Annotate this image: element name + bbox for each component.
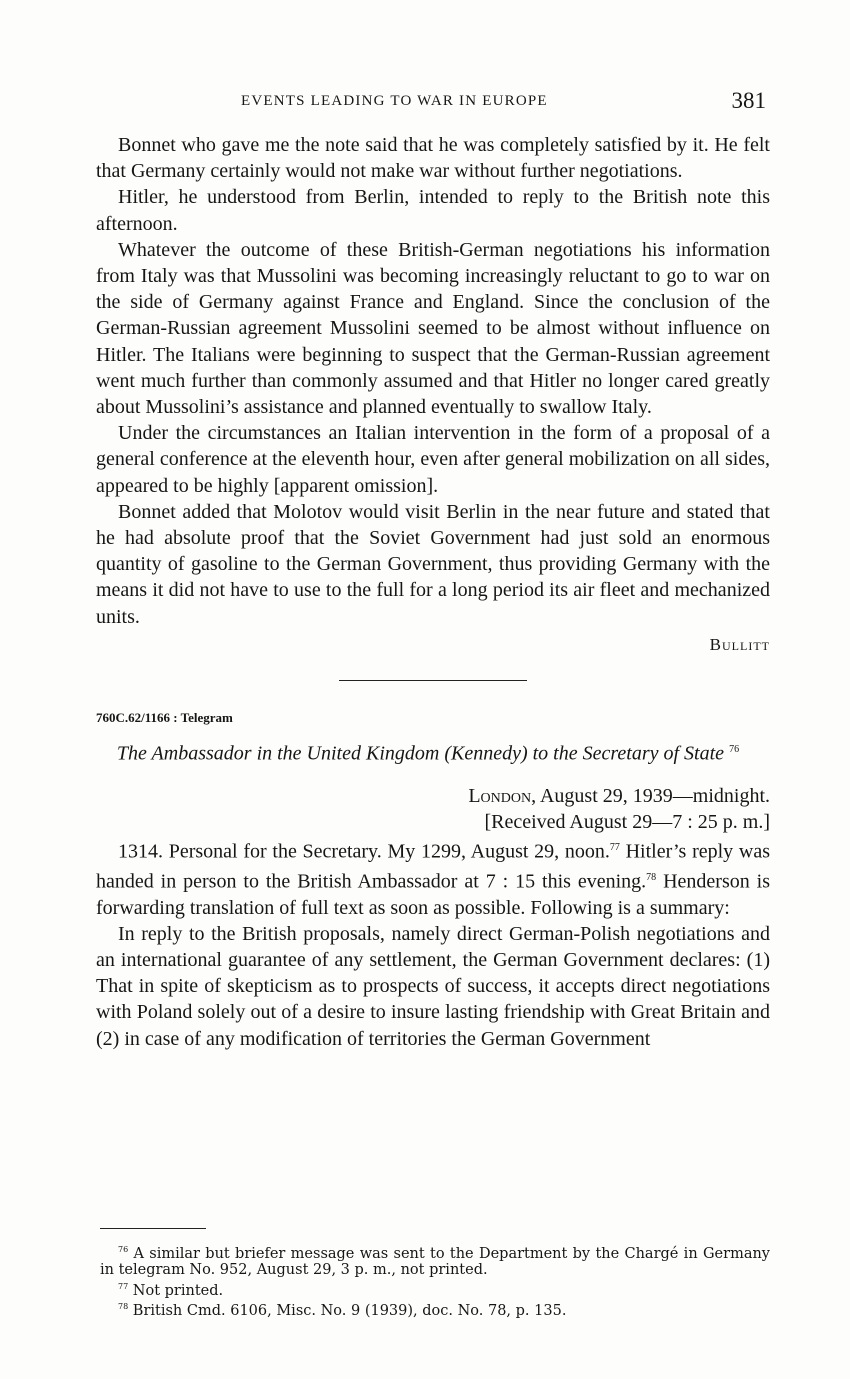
main-text [96,132,770,1052]
footnote-ref: 77 [609,841,620,853]
paragraph: Whatever the outcome of these British-German negotiations his information from Italy was that Mussolini was becoming increasingly reluctant to go to war on the side of Germany against France and England. Since the conclusion of the German-Russian agreement Mussolini seemed to be almost without influence on Hitler. The Italians were beginning to suspect that the German-Russian agreement went much further than commonly assumed and that Hitler no longer cared greatly about Mussolini’s assistance and planned eventually to swallow Italy. [96,238,770,419]
paragraph: Bonnet added that Molotov would visit Berlin in the near future and stated that he had absolute proof that the Soviet Government had just sold an enormous quantity of gasoline to the German Government, thus providing Germany with the means it did not have to use to the full for a long period its air fleet and mechanized units. [96,500,770,628]
document-page [96,0,770,1379]
page-number: 381 [731,88,766,113]
footnote-ref: 78 [646,871,657,883]
paragraph: Under the circumstances an Italian intervention in the form of a proposal of a general conference at the eleventh hour, even after general mobilization on all sides, appeared to be highly [apparent omission]. [96,422,770,497]
dateline [96,783,770,809]
footnote [100,1299,770,1319]
section-divider [339,680,527,681]
paragraph: Bonnet who gave me the note said that he was completely satisfied by it. He felt that Germany certainly would not make war without further negotiations. [96,134,770,183]
running-header [96,88,770,118]
footnote [100,1242,770,1279]
footnote-text: A similar but briefer message was sent to the Department by the Chargé in Germany in telegram No. 952, August 29, 3 p. m., not printed. [100,1245,770,1279]
footnote-text: Not printed. [128,1282,224,1299]
footnote-ref: 76 [729,744,740,756]
paragraph: Hitler, he understood from Berlin, intended to reply to the British note this afternoon. [96,186,770,235]
footnote-mark: 76 [118,1245,129,1254]
heading-text: The Ambassador in the United Kingdom (Kennedy) to the Secretary of State [116,742,725,765]
footnotes [100,1242,770,1319]
document-id: 760C.62/1166 : Telegram [96,710,233,726]
footnote-mark: 77 [118,1281,129,1291]
paragraph-text: Hitler’s reply was handed in person to the British Ambassador at 7 : 15 this evening. [96,840,770,893]
footnote-divider [100,1228,206,1229]
paragraph [96,835,770,921]
footnote-mark: 78 [118,1302,129,1312]
footnote [100,1279,770,1299]
paragraph: In reply to the British proposals, namely direct German-Polish negotiations and an international guarantee of any settlement, the German Government declares: (1) That in spite of skepticism as to prospects of success, it accepts direct negotiations with Poland solely out of a desire to insure lasting friendship with Great Britain and (2) in case of any modification of territories the German Government [96,922,770,1050]
footnote-text: British Cmd. 6106, Misc. No. 9 (1939), doc. No. 78, p. 135. [128,1302,567,1319]
running-title: EVENTS LEADING TO WAR IN EUROPE [241,93,548,109]
paragraph-text: 1314. Personal for the Secretary. My 1299, August 29, noon. [118,840,610,863]
document-heading [96,737,760,767]
received-line: [Received August 29—7 : 25 p. m.] [484,810,770,833]
signature: Bullitt [709,634,770,654]
paragraph-text: Henderson is forwarding translation of full text as soon as possible. Following is a summary: [96,870,770,919]
dateline-place: London, [468,784,537,807]
dateline-date: August 29, 1939—midnight. [536,784,770,807]
